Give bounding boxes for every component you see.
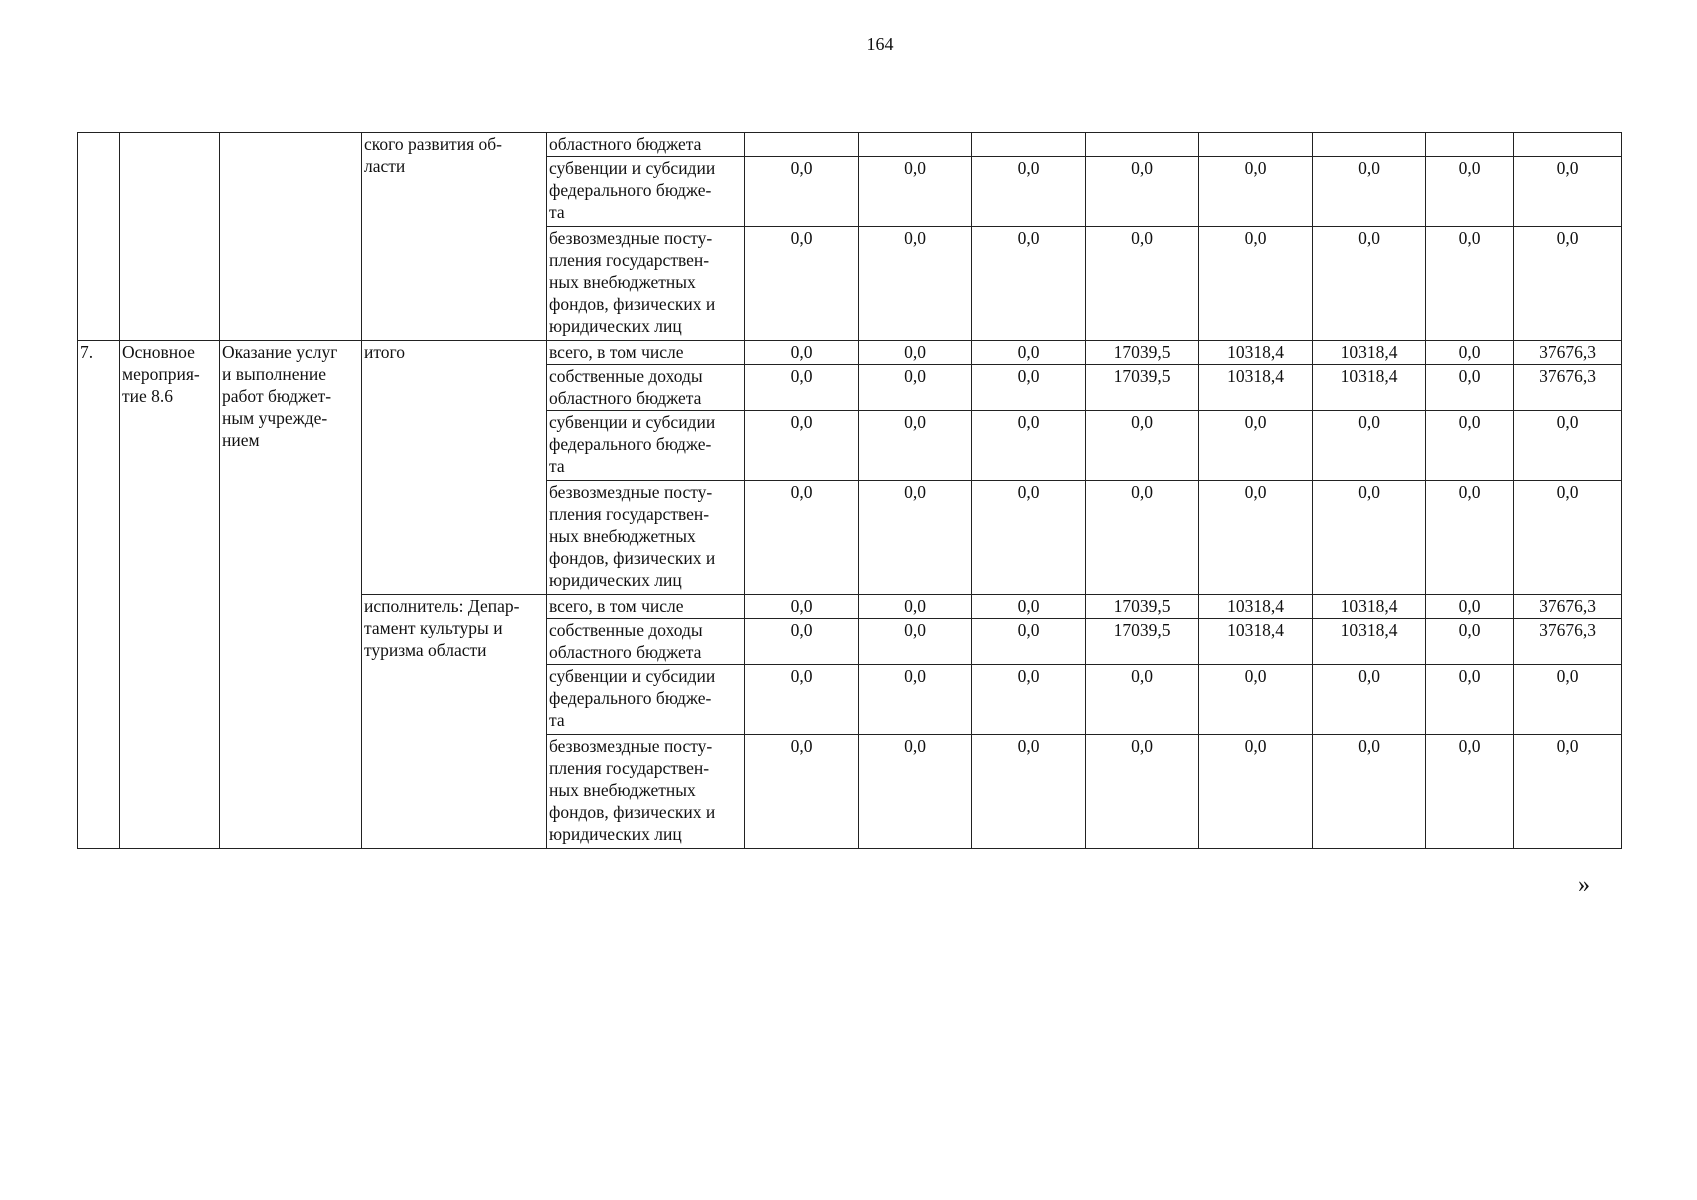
value-cell: 0,0 xyxy=(745,595,859,619)
value-cell: 0,0 xyxy=(745,665,859,735)
value-cell: 10318,4 xyxy=(1313,341,1426,365)
value-cell: 0,0 xyxy=(1426,227,1514,341)
value-cell: 0,0 xyxy=(972,341,1086,365)
value-cell: 0,0 xyxy=(745,157,859,227)
value-cell: 10318,4 xyxy=(1199,365,1313,411)
value-cell: 0,0 xyxy=(1426,365,1514,411)
value-cell: 0,0 xyxy=(859,227,972,341)
value-cell: 0,0 xyxy=(859,619,972,665)
value-cell: 0,0 xyxy=(1313,411,1426,481)
funding-source-cell: собственные доходы областного бюджета xyxy=(547,365,745,411)
value-cell: 0,0 xyxy=(1426,595,1514,619)
value-cell: 0,0 xyxy=(1199,665,1313,735)
value-cell: 0,0 xyxy=(1313,481,1426,595)
value-cell: 0,0 xyxy=(1426,619,1514,665)
funding-source-cell: всего, в том числе xyxy=(547,341,745,365)
value-cell: 0,0 xyxy=(859,365,972,411)
value-cell: 0,0 xyxy=(972,735,1086,849)
responsible-cell: исполнитель: Депар- тамент культуры и туризма области xyxy=(362,595,547,849)
value-cell: 0,0 xyxy=(1426,157,1514,227)
funding-source-cell: безвозмездные посту- пления государствен- ных внебюджетных фондов, физических и юридических лиц xyxy=(547,735,745,849)
item-number-cell: 7. xyxy=(78,341,120,849)
funding-source-cell: субвенции и субсидии федерального бюдже- та xyxy=(547,665,745,735)
value-cell xyxy=(1199,133,1313,157)
value-cell: 37676,3 xyxy=(1514,365,1622,411)
value-cell: 0,0 xyxy=(859,735,972,849)
value-cell: 0,0 xyxy=(1086,735,1199,849)
value-cell xyxy=(1426,133,1514,157)
page-number: 164 xyxy=(866,34,894,54)
value-cell: 0,0 xyxy=(1426,735,1514,849)
title-cell-empty xyxy=(220,133,362,341)
value-cell: 0,0 xyxy=(972,227,1086,341)
value-cell: 10318,4 xyxy=(1313,619,1426,665)
value-cell: 0,0 xyxy=(745,341,859,365)
value-cell: 0,0 xyxy=(1514,411,1622,481)
value-cell: 0,0 xyxy=(972,665,1086,735)
value-cell: 10318,4 xyxy=(1313,365,1426,411)
value-cell: 0,0 xyxy=(859,341,972,365)
budget-table xyxy=(77,132,1622,849)
value-cell: 0,0 xyxy=(1426,665,1514,735)
funding-source-cell: безвозмездные посту- пления государствен- ных внебюджетных фондов, физических и юридических лиц xyxy=(547,481,745,595)
value-cell: 10318,4 xyxy=(1199,619,1313,665)
value-cell: 0,0 xyxy=(1086,411,1199,481)
value-cell: 0,0 xyxy=(1426,341,1514,365)
value-cell: 0,0 xyxy=(745,619,859,665)
value-cell: 0,0 xyxy=(1313,157,1426,227)
value-cell: 0,0 xyxy=(859,595,972,619)
value-cell: 37676,3 xyxy=(1514,341,1622,365)
value-cell: 0,0 xyxy=(1514,227,1622,341)
value-cell: 37676,3 xyxy=(1514,595,1622,619)
value-cell xyxy=(1086,133,1199,157)
value-cell: 10318,4 xyxy=(1199,341,1313,365)
funding-source-cell: собственные доходы областного бюджета xyxy=(547,619,745,665)
funding-source-cell: областного бюджета xyxy=(547,133,745,157)
value-cell: 0,0 xyxy=(859,665,972,735)
value-cell: 0,0 xyxy=(1426,481,1514,595)
value-cell: 0,0 xyxy=(1514,157,1622,227)
value-cell: 0,0 xyxy=(972,595,1086,619)
value-cell: 0,0 xyxy=(1514,665,1622,735)
value-cell: 0,0 xyxy=(972,619,1086,665)
value-cell: 0,0 xyxy=(745,365,859,411)
value-cell: 17039,5 xyxy=(1086,619,1199,665)
responsible-cell: ского развития об- ласти xyxy=(362,133,547,341)
value-cell: 37676,3 xyxy=(1514,619,1622,665)
funding-source-cell: всего, в том числе xyxy=(547,595,745,619)
item-title-cell: Оказание услуг и выполнение работ бюджет- ным учрежде- нием xyxy=(220,341,362,849)
value-cell: 17039,5 xyxy=(1086,595,1199,619)
value-cell: 17039,5 xyxy=(1086,365,1199,411)
value-cell: 0,0 xyxy=(1199,481,1313,595)
value-cell: 0,0 xyxy=(972,365,1086,411)
value-cell: 0,0 xyxy=(1086,157,1199,227)
value-cell: 0,0 xyxy=(1199,411,1313,481)
value-cell: 0,0 xyxy=(1199,157,1313,227)
funding-source-cell: безвозмездные посту- пления государствен- ных внебюджетных фондов, физических и юридических лиц xyxy=(547,227,745,341)
value-cell: 0,0 xyxy=(859,411,972,481)
item-name-cell: Основное мероприя- тие 8.6 xyxy=(120,341,220,849)
value-cell: 0,0 xyxy=(745,481,859,595)
value-cell: 17039,5 xyxy=(1086,341,1199,365)
closing-quote-mark: » xyxy=(1578,872,1590,898)
value-cell: 0,0 xyxy=(1199,227,1313,341)
name-cell-empty xyxy=(120,133,220,341)
value-cell: 0,0 xyxy=(745,227,859,341)
value-cell: 0,0 xyxy=(859,157,972,227)
value-cell: 0,0 xyxy=(1514,481,1622,595)
value-cell: 0,0 xyxy=(972,481,1086,595)
value-cell: 0,0 xyxy=(745,411,859,481)
funding-source-cell: субвенции и субсидии федерального бюдже- та xyxy=(547,411,745,481)
value-cell: 0,0 xyxy=(1514,735,1622,849)
value-cell xyxy=(859,133,972,157)
value-cell xyxy=(1313,133,1426,157)
value-cell: 0,0 xyxy=(972,157,1086,227)
value-cell: 0,0 xyxy=(1313,227,1426,341)
value-cell: 10318,4 xyxy=(1313,595,1426,619)
value-cell: 0,0 xyxy=(1086,227,1199,341)
value-cell: 0,0 xyxy=(1313,665,1426,735)
value-cell: 0,0 xyxy=(1086,481,1199,595)
value-cell: 0,0 xyxy=(1313,735,1426,849)
value-cell: 0,0 xyxy=(1199,735,1313,849)
value-cell xyxy=(1514,133,1622,157)
number-cell-empty xyxy=(78,133,120,341)
value-cell: 0,0 xyxy=(972,411,1086,481)
table-row xyxy=(78,341,1622,365)
value-cell: 10318,4 xyxy=(1199,595,1313,619)
value-cell: 0,0 xyxy=(1086,665,1199,735)
value-cell xyxy=(745,133,859,157)
table-row xyxy=(78,133,1622,157)
value-cell xyxy=(972,133,1086,157)
funding-source-cell: субвенции и субсидии федерального бюдже- та xyxy=(547,157,745,227)
responsible-cell: итого xyxy=(362,341,547,595)
value-cell: 0,0 xyxy=(745,735,859,849)
table-body xyxy=(78,133,1622,849)
value-cell: 0,0 xyxy=(1426,411,1514,481)
value-cell: 0,0 xyxy=(859,481,972,595)
